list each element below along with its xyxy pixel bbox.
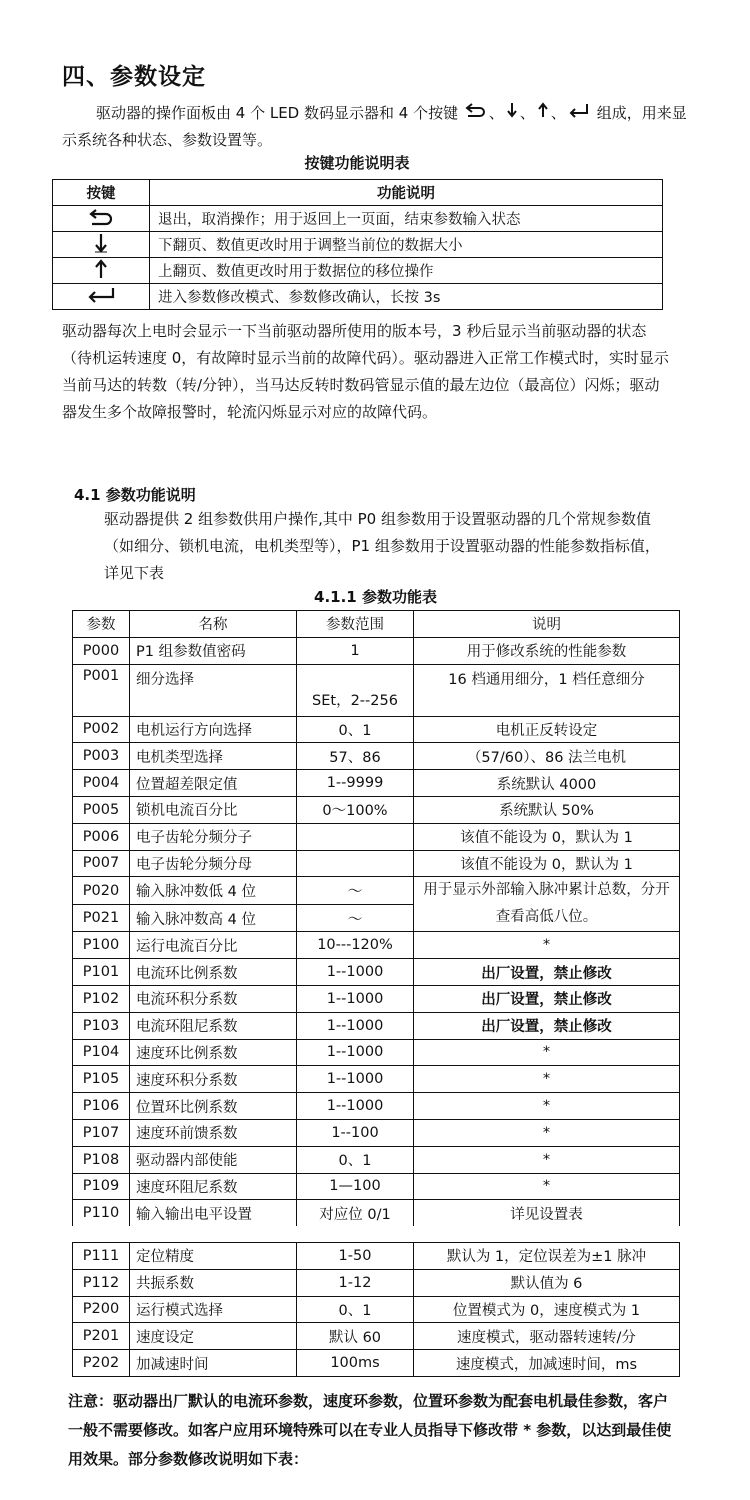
param-name: 驱动器内部使能 [130,1146,297,1173]
param-note: 系统默认 50% [414,796,680,823]
param-code: P108 [73,1146,130,1173]
table-row [73,770,680,797]
param-code: P104 [73,1039,130,1066]
param-name: 共振系数 [130,1269,297,1296]
table-row [73,1012,680,1039]
param-note: 出厂设置，禁止修改 [414,1012,680,1039]
table-row [73,664,680,716]
table-row [73,1093,680,1120]
param-range: 10---120% [297,932,414,959]
key-function-text: 进入参数修改模式、参数修改确认，长按 3s [150,284,663,310]
param-code: P202 [73,1350,130,1377]
param-note: * [414,1173,680,1200]
param-note: 该值不能设为 0，默认为 1 [414,850,680,877]
table-row [73,985,680,1012]
table-row [73,1243,680,1270]
param-range: 默认 60 [297,1323,414,1350]
param-name: 电子齿轮分频分母 [130,850,297,877]
header-note: 说明 [414,611,680,638]
table-header-row [73,611,680,638]
param-range: 100ms [297,1350,414,1377]
page-title: 四、参数设定 [62,64,206,90]
param-range: 1--1000 [297,985,414,1012]
param-range: 1--1000 [297,1066,414,1093]
param-range: 1--1000 [297,959,414,986]
param-code: P020 [73,877,130,905]
param-range: 1 [297,637,414,664]
intro-sep-2: 、 [519,104,535,122]
param-note: 系统默认 4000 [414,770,680,797]
param-name: 速度设定 [130,1323,297,1350]
param-note: 默认值为 6 [414,1269,680,1296]
param-code: P111 [73,1243,130,1270]
param-range: 0、1 [297,716,414,743]
param-name: 速度环阻尼系数 [130,1173,297,1200]
param-note: 速度模式，加减速时间，ms [414,1350,680,1377]
table-row [73,1350,680,1377]
param-note: （57/60）、86 法兰电机 [414,743,680,770]
param-note: * [414,1093,680,1120]
param-code: P004 [73,770,130,797]
param-note: 用于显示外部输入脉冲累计总数，分开查看高低八位。 [414,877,680,932]
table-row [53,284,663,310]
param-code: P007 [73,850,130,877]
param-note: 速度模式，驱动器转速转/分 [414,1323,680,1350]
param-note: * [414,1066,680,1093]
param-range: ～ [297,877,414,905]
param-range: 0、1 [297,1146,414,1173]
param-range: 1--1000 [297,1039,414,1066]
section-paragraph: 驱动器提供 2 组参数供用户操作,其中 P0 组参数用于设置驱动器的几个常规参数值（如细分、锁机电流，电机类型等），P1 组参数用于设置驱动器的性能参数指标值，详见下表 [104,510,660,582]
param-code: P000 [73,637,130,664]
key-function-text: 退出，取消操作；用于返回上一页面，结束参数输入状态 [150,206,663,232]
up-arrow-icon [537,100,549,127]
intro-sep-3: 、 [550,104,566,122]
intro-sep-1: 、 [488,104,504,122]
param-range: 对应位 0/1 [297,1200,414,1226]
header-name: 名称 [130,611,297,638]
param-note: 默认为 1，定位误差为±1 脉冲 [414,1243,680,1270]
param-name: 电机运行方向选择 [130,716,297,743]
param-name: P1 组参数值密码 [130,637,297,664]
table-row [73,637,680,664]
param-code: P100 [73,932,130,959]
param-note: 电机正反转设定 [414,716,680,743]
key-table-caption: 按键功能说明表 [304,154,410,172]
table-header-row [53,180,663,206]
param-name: 输入脉冲数低 4 位 [130,877,297,905]
header-range: 参数范围 [297,611,414,638]
down-arrow-icon [93,241,109,257]
param-code: P105 [73,1066,130,1093]
param-range: 1—100 [297,1173,414,1200]
param-code: P112 [73,1269,130,1296]
table-row [73,716,680,743]
table-row [73,823,680,850]
header-param: 参数 [73,611,130,638]
table-row [73,1323,680,1350]
table-row [73,959,680,986]
param-note: 出厂设置，禁止修改 [414,985,680,1012]
param-name: 输入脉冲数高 4 位 [130,904,297,932]
param-note: 位置模式为 0，速度模式为 1 [414,1296,680,1323]
down-arrow-icon [506,100,518,127]
param-name: 细分选择 [130,664,297,716]
param-code: P200 [73,1296,130,1323]
up-arrow-icon [93,267,109,283]
param-name: 电子齿轮分频分子 [130,823,297,850]
param-code: P106 [73,1093,130,1120]
param-code: P005 [73,796,130,823]
table-row [53,232,663,258]
table-row [73,877,680,905]
param-code: P109 [73,1173,130,1200]
param-code: P001 [73,664,130,716]
param-code: P003 [73,743,130,770]
table-row [53,258,663,284]
param-range: 0、1 [297,1296,414,1323]
back-arrow-icon [465,100,487,127]
table-row [73,743,680,770]
param-code: P006 [73,823,130,850]
back-arrow-icon [88,214,114,230]
param-note: * [414,1119,680,1146]
param-range: 1--9999 [297,770,414,797]
param-note: * [414,932,680,959]
param-name: 速度环前馈系数 [130,1119,297,1146]
param-function-table-continued [72,1242,680,1377]
param-note: 出厂设置，禁止修改 [414,959,680,986]
header-key: 按键 [53,180,150,206]
enter-arrow-icon [86,292,116,308]
param-code: P110 [73,1200,130,1226]
table-row [73,1146,680,1173]
table-row [73,1066,680,1093]
param-range: 0～100% [297,796,414,823]
table-row [73,1269,680,1296]
param-name: 电流环比例系数 [130,959,297,986]
param-note: 16 档通用细分，1 档任意细分 [414,664,680,716]
param-name: 定位精度 [130,1243,297,1270]
param-name: 电流环阻尼系数 [130,1012,297,1039]
param-range: 1--100 [297,1119,414,1146]
table-row [73,1200,680,1226]
param-note: 该值不能设为 0，默认为 1 [414,823,680,850]
param-code: P021 [73,904,130,932]
note-paragraph: 注意：驱动器出厂默认的电流环参数，速度环参数，位置环参数为配套电机最佳参数，客户一般不需要修改。如客户应用环境特殊可以在专业人员指导下修改带 * 参数，以达到最佳使用效果。部分参数修改说明如下表： [68,1392,672,1468]
table-row [73,1119,680,1146]
param-table-caption: 4.1.1 参数功能表 [314,588,437,606]
header-function: 功能说明 [150,180,663,206]
param-code: P101 [73,959,130,986]
param-name: 运行电流百分比 [130,932,297,959]
param-range: 57、86 [297,743,414,770]
param-code: P102 [73,985,130,1012]
param-note: 用于修改系统的性能参数 [414,637,680,664]
param-name: 运行模式选择 [130,1296,297,1323]
table-row [73,1296,680,1323]
param-name: 输入输出电平设置 [130,1200,297,1226]
intro-text-b: 组成，用来显示系统各种状态、参数设置等。 [62,104,687,149]
param-name: 速度环比例系数 [130,1039,297,1066]
param-note: 详见设置表 [414,1200,680,1226]
table-row [73,1039,680,1066]
param-code: P201 [73,1323,130,1350]
param-range: SEt，2--256 [297,664,414,716]
param-range: 1-50 [297,1243,414,1270]
table-row [73,850,680,877]
param-name: 位置环比例系数 [130,1093,297,1120]
param-range [297,850,414,877]
enter-arrow-icon [568,100,590,127]
param-name: 电流环积分系数 [130,985,297,1012]
key-function-text: 上翻页、数值更改时用于数据位的移位操作 [150,258,663,284]
param-note: * [414,1146,680,1173]
description-paragraph: 驱动器每次上电时会显示一下当前驱动器所使用的版本号，3 秒后显示当前驱动器的状态（待机运转速度 0，有故障时显示当前的故障代码）。驱动器进入正常工作模式时，实时显示当前马达的转数（转/分钟），当马达反转时数码管显示值的最左边位（最高位）闪烁；驱动器发生多个故障报警时，轮流闪烁显示对应的故障代码。 [62,322,669,421]
param-name: 锁机电流百分比 [130,796,297,823]
param-range: 1-12 [297,1269,414,1296]
param-note: * [414,1039,680,1066]
key-function-text: 下翻页、数值更改时用于调整当前位的数据大小 [150,232,663,258]
param-range: 1--1000 [297,1093,414,1120]
param-code: P002 [73,716,130,743]
table-row [73,1173,680,1200]
param-range: ～ [297,904,414,932]
intro-paragraph [62,100,692,154]
intro-text-a: 驱动器的操作面板由 4 个 LED 数码显示器和 4 个按键 [96,104,459,122]
table-row [73,932,680,959]
param-name: 电机类型选择 [130,743,297,770]
param-name: 加减速时间 [130,1350,297,1377]
param-code: P103 [73,1012,130,1039]
table-row [73,796,680,823]
param-code: P107 [73,1119,130,1146]
table-row [53,206,663,232]
param-range [297,823,414,850]
key-function-table [52,179,663,310]
param-range: 1--1000 [297,1012,414,1039]
param-name: 速度环积分系数 [130,1066,297,1093]
param-function-table [72,610,680,1226]
section-title: 4.1 参数功能说明 [74,486,196,504]
param-name: 位置超差限定值 [130,770,297,797]
